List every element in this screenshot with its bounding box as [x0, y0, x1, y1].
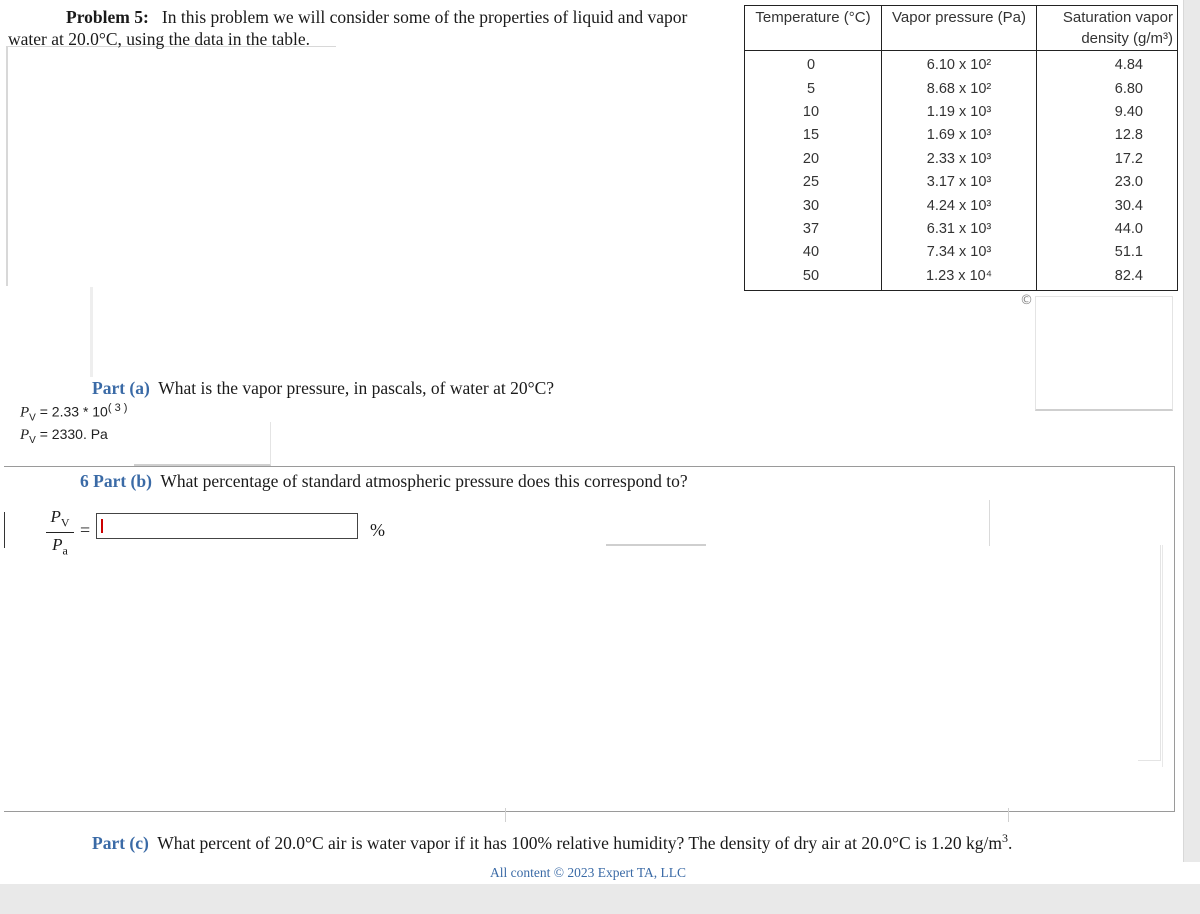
table-cell-vapor-pressure: 1.23 x 10⁴	[882, 265, 1037, 291]
divider	[989, 500, 990, 546]
table-cell-density: 17.2	[1037, 148, 1178, 171]
frame-separator	[505, 808, 506, 822]
table-header-vapor-pressure: Vapor pressure (Pa)	[882, 6, 1037, 51]
part-b-tab-icon[interactable]: 6	[80, 471, 89, 491]
part-c-label: Part (c)	[92, 832, 149, 853]
problem-label: Problem 5:	[66, 7, 149, 27]
table-cell-vapor-pressure: 6.10 x 10²	[882, 51, 1037, 78]
table-cell-temperature: 15	[745, 124, 882, 147]
table-row	[745, 241, 1178, 264]
table-row	[745, 124, 1178, 147]
table-row	[745, 51, 1178, 78]
part-c-exp: 3	[1002, 831, 1009, 845]
answer-text: = 2330. Pa	[39, 426, 108, 442]
table-cell-temperature: 40	[745, 241, 882, 264]
table-cell-temperature: 5	[745, 77, 882, 100]
percent-unit: %	[370, 520, 385, 540]
table-cell-vapor-pressure: 4.24 x 10³	[882, 194, 1037, 217]
den-symbol: P	[52, 535, 63, 555]
table-cell-density: 9.40	[1037, 101, 1178, 124]
fraction-left-rule	[4, 512, 5, 548]
answer-sub: V	[29, 412, 36, 424]
table-cell-temperature: 37	[745, 218, 882, 241]
table-row	[745, 218, 1178, 241]
part-a-answer-2	[20, 426, 108, 446]
answer-sub: V	[29, 434, 36, 446]
table-cell-vapor-pressure: 3.17 x 10³	[882, 171, 1037, 194]
den-sub: a	[62, 543, 68, 558]
answer-a-panel	[134, 422, 271, 466]
table-cell-density: 30.4	[1037, 194, 1178, 217]
frame-separator	[1008, 808, 1009, 822]
table-cell-density: 6.80	[1037, 77, 1178, 100]
hint-panel	[1035, 296, 1173, 411]
table-cell-vapor-pressure: 6.31 x 10³	[882, 218, 1037, 241]
copyright-icon: ©	[1020, 293, 1033, 308]
table-row	[745, 101, 1178, 124]
table-cell-vapor-pressure: 7.34 x 10³	[882, 241, 1037, 264]
part-a-text: What is the vapor pressure, in pascals, of water at 20°C?	[158, 378, 555, 398]
part-c-question	[92, 831, 1012, 854]
table-row	[745, 77, 1178, 100]
right-gutter-edge	[1183, 0, 1184, 862]
problem-text-2: water at 20.0°C, using the data in the table.	[8, 29, 310, 49]
table-cell-temperature: 50	[745, 265, 882, 291]
part-b-text: What percentage of standard atmospheric pressure does this correspond to?	[160, 471, 688, 491]
faint-panel-edge	[90, 287, 93, 377]
part-c-end: .	[1008, 832, 1013, 853]
part-b-question	[80, 471, 688, 492]
table-cell-temperature: 0	[745, 51, 882, 78]
answer-input[interactable]	[96, 513, 358, 539]
table-cell-temperature: 30	[745, 194, 882, 217]
data-table-container	[744, 5, 1178, 291]
problem-left-rule	[6, 46, 8, 286]
fraction-numerator	[40, 507, 80, 532]
table-row	[745, 171, 1178, 194]
table-cell-density: 51.1	[1037, 241, 1178, 264]
num-sub: V	[60, 515, 70, 530]
answer-text: = 2.33 * 10	[39, 403, 108, 420]
problem-text-1: In this problem we will consider some of the properties of liquid and vapor	[161, 7, 688, 27]
table-cell-density: 44.0	[1037, 218, 1178, 241]
header-line: density (g/m³)	[1081, 30, 1173, 47]
table-cell-density: 82.4	[1037, 265, 1178, 291]
table-cell-temperature: 20	[745, 148, 882, 171]
answer-symbol: P	[20, 404, 30, 421]
table-cell-vapor-pressure: 1.19 x 10³	[882, 101, 1037, 124]
table-row	[745, 148, 1178, 171]
table-row	[745, 194, 1178, 217]
answer-exp: ( 3 )	[107, 402, 128, 414]
table-cell-temperature: 10	[745, 101, 882, 124]
submit-area	[606, 500, 706, 546]
scroll-panel-edge	[1150, 545, 1163, 767]
table-cell-vapor-pressure: 1.69 x 10³	[882, 124, 1037, 147]
fraction-denominator	[40, 533, 80, 558]
table-header-temperature: Temperature (°C)	[745, 6, 882, 51]
table-header-saturation-density	[1037, 6, 1178, 51]
table-cell-density: 23.0	[1037, 171, 1178, 194]
bottom-gutter	[0, 884, 1200, 914]
equals-sign: =	[80, 520, 91, 540]
header-line: Saturation vapor	[1062, 9, 1173, 26]
answer-symbol: P	[20, 427, 30, 443]
text-cursor	[101, 519, 103, 533]
footer-copyright: All content © 2023 Expert TA, LLC	[489, 865, 687, 880]
table-cell-vapor-pressure: 8.68 x 10²	[882, 77, 1037, 100]
part-b-label: Part (b)	[93, 471, 152, 491]
data-table	[744, 5, 1178, 291]
part-a-answer-1	[20, 402, 127, 423]
table-cell-density: 12.8	[1037, 124, 1178, 147]
right-gutter	[1184, 0, 1200, 862]
table-cell-density: 4.84	[1037, 51, 1178, 78]
num-symbol: P	[50, 507, 61, 526]
table-cell-temperature: 25	[745, 171, 882, 194]
table-row	[745, 265, 1178, 291]
part-c-text: What percent of 20.0°C air is water vapor if it has 100% relative humidity? The density of dry air at 20.0°C is 1.20 kg/m	[157, 832, 1003, 853]
problem-statement	[8, 6, 728, 50]
part-a-label: Part (a)	[92, 378, 150, 398]
table-cell-vapor-pressure: 2.33 x 10³	[882, 148, 1037, 171]
fraction-pv-over-pa	[40, 507, 80, 559]
part-a-question	[92, 378, 554, 399]
